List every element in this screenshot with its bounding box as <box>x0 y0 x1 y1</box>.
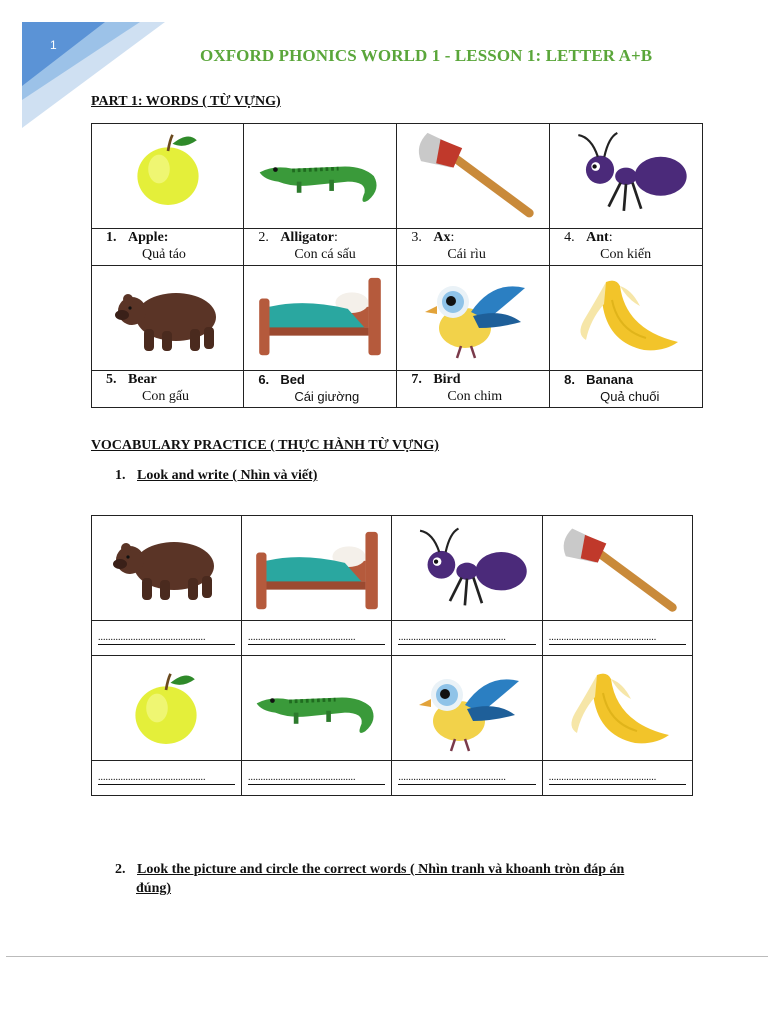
word-number: 3. <box>411 230 422 245</box>
word-number: 5. <box>106 372 117 387</box>
word-vietnamese: Cái rìu <box>447 247 486 262</box>
bed-icon <box>253 266 387 362</box>
bird-icon <box>407 660 527 756</box>
word-vietnamese: Quả chuối <box>600 389 660 404</box>
exercise-number: 2. <box>115 862 126 877</box>
word-number: 7. <box>411 372 422 387</box>
bed-icon <box>250 520 384 616</box>
word-vietnamese: Con gấu <box>142 389 190 404</box>
axe-icon <box>552 520 682 616</box>
word-item-bed <box>244 371 396 405</box>
exercise-number: 1. <box>115 468 126 483</box>
exercise-text-continued: đúng) <box>136 881 172 896</box>
bird-icon <box>413 266 533 364</box>
exercise-text: Look and write ( Nhìn và viết) <box>137 468 318 483</box>
word-english: Banana <box>586 372 634 387</box>
word-number: 2. <box>258 230 269 245</box>
banana-icon <box>557 660 677 756</box>
word-english: Bird <box>433 372 461 387</box>
answer-blank[interactable]: ........................................... <box>248 772 385 785</box>
bear-icon <box>106 523 226 613</box>
word-vietnamese: Con cá sấu <box>294 247 356 262</box>
ant-icon <box>402 520 532 616</box>
part1-heading: PART 1: WORDS ( TỪ VỰNG) <box>91 94 281 109</box>
answer-blank[interactable]: ........................................... <box>398 772 535 785</box>
page-divider <box>6 956 768 957</box>
word-english: Ant <box>586 230 609 245</box>
word-number: 4. <box>564 230 575 245</box>
axe-icon <box>408 124 538 222</box>
page-number: 1 <box>50 38 57 52</box>
word-item-bird <box>397 371 549 405</box>
bear-icon <box>108 274 228 364</box>
banana-icon <box>566 266 686 364</box>
alligator-icon <box>255 132 385 222</box>
word-suffix: : <box>333 230 338 245</box>
word-vietnamese: Con chim <box>447 389 503 404</box>
alligator-icon <box>252 668 382 748</box>
ant-icon <box>561 124 691 222</box>
answer-blank[interactable]: ........................................... <box>98 772 235 785</box>
word-suffix: : <box>608 230 613 245</box>
word-vietnamese: Cái giường <box>294 389 360 404</box>
answer-blank[interactable]: ........................................... <box>98 632 235 645</box>
exercise-1-heading <box>115 468 317 484</box>
word-item-banana <box>550 371 702 405</box>
apple-icon <box>123 124 213 214</box>
answer-blank[interactable]: ........................................... <box>549 632 686 645</box>
word-vietnamese: Con kiến <box>600 247 652 262</box>
word-english: Alligator <box>280 230 334 245</box>
exercise-text: Look the picture and circle the correct words ( Nhìn tranh và khoanh tròn đáp án <box>137 862 625 877</box>
page-title: OXFORD PHONICS WORLD 1 - LESSON 1: LETTER A+B <box>200 46 653 65</box>
word-number: 6. <box>258 372 270 387</box>
answer-blank[interactable]: ........................................... <box>248 632 385 645</box>
word-number: 1. <box>106 230 117 245</box>
word-english: Bear <box>128 372 157 387</box>
answer-blank[interactable]: ........................................... <box>398 632 535 645</box>
answer-blank[interactable]: ........................................... <box>549 772 686 785</box>
word-item-alligator <box>244 229 396 263</box>
corner-decoration <box>0 0 170 130</box>
words-table <box>91 123 703 408</box>
apple-icon <box>121 663 211 753</box>
word-number: 8. <box>564 372 575 387</box>
word-vietnamese: Quả táo <box>142 247 186 262</box>
word-item-ant <box>550 229 702 263</box>
word-english: Ax <box>433 230 451 245</box>
word-english: Apple: <box>128 230 169 245</box>
word-english: Bed <box>280 372 305 387</box>
word-item-apple <box>92 229 243 263</box>
exercise-2-heading <box>115 860 695 898</box>
word-item-bear <box>92 371 243 405</box>
word-item-ax <box>397 229 549 263</box>
vocab-practice-heading: VOCABULARY PRACTICE ( THỰC HÀNH TỪ VỰNG) <box>91 438 439 453</box>
practice-table <box>91 515 693 796</box>
word-suffix: : <box>450 230 455 245</box>
